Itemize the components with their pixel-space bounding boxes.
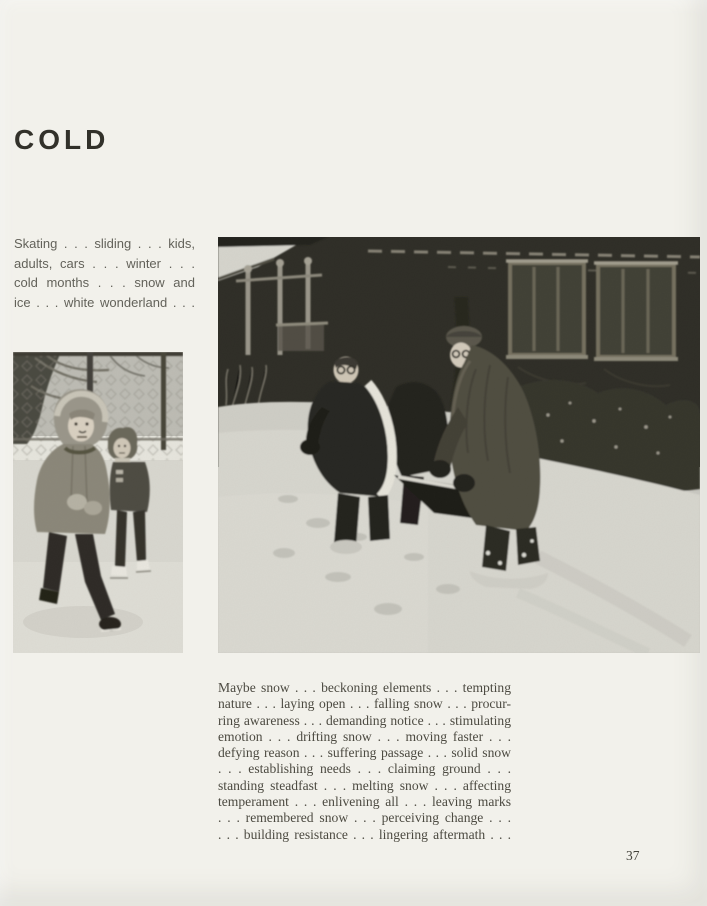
body-caption-line: emotion . . . drifting snow . . . moving faster . . . — [218, 728, 511, 744]
small-photo-illustration — [13, 352, 183, 653]
sidebar-caption-line: cold months . . . snow and — [14, 275, 195, 290]
large-snow-scene-photo — [218, 237, 700, 653]
body-caption-line: Maybe snow . . . beckoning elements . . . tempting — [218, 680, 511, 695]
body-caption-line: . . . building resistance . . . lingering aftermath . . . — [218, 826, 511, 842]
sidebar-caption-line: adults, cars . . . winter . . . — [14, 255, 195, 271]
large-photo-illustration — [218, 237, 700, 653]
body-caption-line: defying reason . . . suffering passage . . . solid snow — [218, 745, 511, 761]
sidebar-caption — [14, 234, 195, 312]
body-caption-line: . . . establishing needs . . . claiming ground . . . — [218, 761, 511, 777]
page-number: 37 — [626, 848, 640, 863]
small-winter-kids-photo — [13, 352, 183, 653]
body-caption — [218, 680, 511, 843]
body-caption-line: ring awareness . . . demanding notice . . . stimulating — [218, 712, 511, 728]
page-title: COLD — [14, 124, 110, 155]
body-caption-line: . . . remembered snow . . . perceiving change . . . — [218, 810, 511, 826]
body-caption-line: standing steadfast . . . melting snow . . . affecting — [218, 777, 511, 793]
body-caption-line: nature . . . laying open . . . falling snow . . . procur- — [218, 696, 511, 712]
sidebar-caption-line: ice . . . white wonderland . . . — [14, 294, 195, 310]
body-caption-line: temperament . . . enlivening all . . . leaving marks — [218, 794, 511, 810]
sidebar-caption-line: Skating . . . sliding . . . kids, — [14, 236, 195, 251]
